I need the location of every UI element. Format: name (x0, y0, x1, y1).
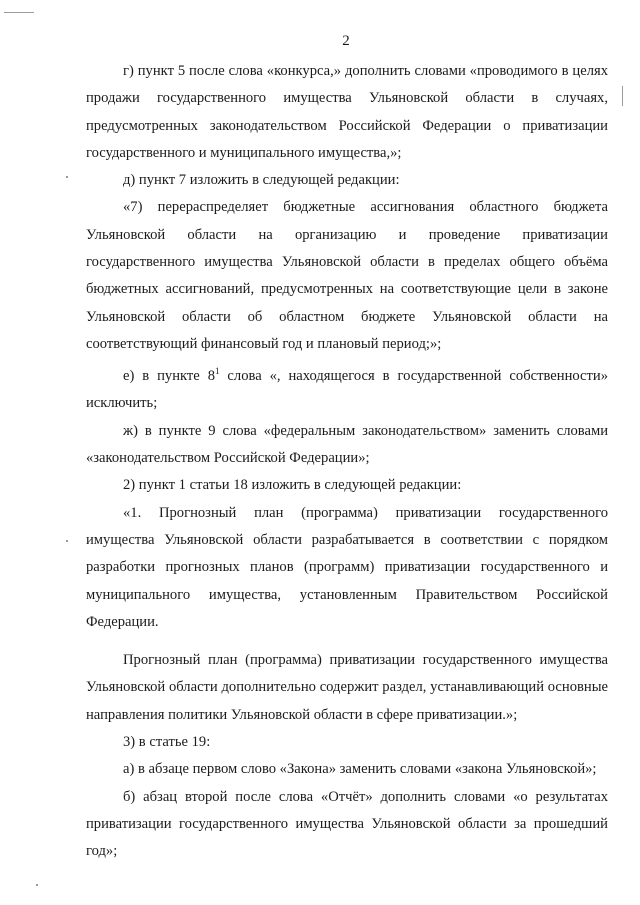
document-body (86, 58, 608, 865)
paragraph-article-18: 2) пункт 1 статьи 18 изложить в следующей редакции: (123, 477, 462, 494)
paragraph-item-e-text: е) в пункте 8 (123, 368, 215, 385)
paragraph-item-g: г) пункт 5 после слова «конкурса,» дополнить словами «проводимого в целях продажи государственного имущества Ульяновской области в случаях, предусмотренных законодательством Российской Федерации о приватизации государственного и муниципального имущества,»; (86, 63, 608, 161)
scan-mark (622, 86, 623, 106)
superscript-mark: 1 (215, 366, 220, 377)
paragraph-point-7: «7) перераспределяет бюджетные ассигнования областного бюджета Ульяновской области на организацию и проведение приватизации государственного имущества Ульяновской области в пределах общего объёма бюджетных ассигнований, предусмотренных на соответствующие цели в законе Ульяновской области об областном бюджете Ульяновской области на соответствующий финансовый год и плановый период;»; (86, 199, 608, 352)
paragraph-item-a: а) в абзаце первом слово «Закона» заменить словами «закона Ульяновской»; (123, 761, 597, 778)
scan-mark (66, 176, 68, 178)
scan-mark (36, 884, 38, 886)
paragraph-article-19: 3) в статье 19: (123, 733, 211, 750)
paragraph-item-e (86, 358, 608, 417)
scan-mark (4, 12, 34, 13)
paragraph-item-zh: ж) в пункте 9 слова «федеральным законодательством» заменить словами «законодательством Российской Федерации»; (86, 422, 608, 467)
scan-mark (66, 540, 68, 542)
paragraph-point-1: «1. Прогнозный план (программа) приватизации государственного имущества Ульяновской области разрабатывается в соответствии с порядком разработки прогнозных планов (программ) приватизации государственного и муниципального имущества, установленным Правительством Российской Федерации. (86, 504, 608, 630)
paragraph-item-d: д) пункт 7 изложить в следующей редакции: (123, 172, 400, 189)
paragraph-item-b: б) абзац второй после слова «Отчёт» дополнить словами «о результатах приватизации государственного имущества Ульяновской области за прошедший год»; (86, 788, 608, 860)
paragraph-item-e-text-end: слова «, находящегося в государственной собственности» исключить; (86, 368, 608, 412)
paragraph-forecast-plan: Прогнозный план (программа) приватизации государственного имущества Ульяновской области дополнительно содержит раздел, устанавливающий основные направления политики Ульяновской области в сфере приватизации.»; (86, 652, 608, 723)
page-number: 2 (342, 33, 350, 49)
